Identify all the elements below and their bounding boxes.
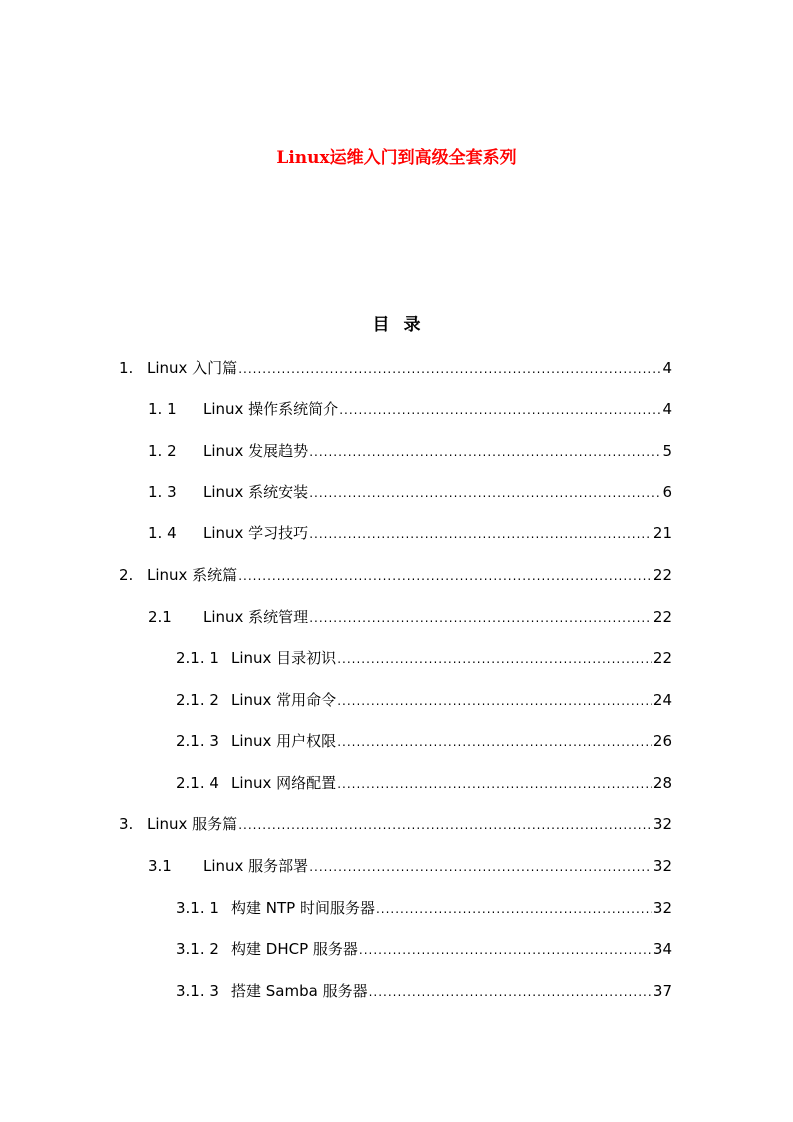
toc-entry-page-number: 4 xyxy=(662,359,672,377)
toc-entry-title: Linux 系统安装 xyxy=(203,483,309,501)
toc-entry-number: 3.1 xyxy=(148,857,172,875)
dot-leader xyxy=(369,981,652,1003)
toc-entry-title: 构建 DHCP 服务器 xyxy=(231,940,358,958)
toc-entry-number: 2.1. 3 xyxy=(176,732,219,750)
toc-entry-number: 3.1. 1 xyxy=(176,899,219,917)
dot-leader xyxy=(309,441,661,463)
dot-leader xyxy=(309,523,652,545)
toc-entry-number: 1. 2 xyxy=(148,442,177,460)
toc-entry[interactable] xyxy=(176,938,672,961)
dot-leader xyxy=(337,648,652,670)
toc-entry-number: 1. 3 xyxy=(148,483,177,501)
dot-leader xyxy=(337,773,652,795)
toc-entry-title: Linux 用户权限 xyxy=(231,732,337,750)
toc-entry-number: 3.1. 3 xyxy=(176,982,219,1000)
dot-leader xyxy=(337,731,652,753)
dot-leader xyxy=(238,814,652,836)
toc-entry[interactable] xyxy=(148,398,672,421)
dot-leader xyxy=(309,607,652,629)
toc-entry-number: 2. xyxy=(119,566,134,584)
toc-entry-page-number: 4 xyxy=(662,400,672,418)
toc-entry-page-number: 21 xyxy=(652,524,672,542)
toc-entry-title: Linux 系统篇 xyxy=(147,566,238,584)
toc-entry-page-number: 37 xyxy=(652,982,672,1000)
toc-entry-title: 构建 NTP 时间服务器 xyxy=(231,899,375,917)
toc-entry-number: 1. xyxy=(119,359,134,377)
toc-entry-number: 3.1. 2 xyxy=(176,940,219,958)
dot-leader xyxy=(337,690,652,712)
toc-entry-title: Linux 服务部署 xyxy=(203,857,309,875)
toc-entry[interactable] xyxy=(119,813,672,836)
toc-entry-page-number: 22 xyxy=(652,566,672,584)
dot-leader xyxy=(309,482,661,504)
toc-entry[interactable] xyxy=(148,522,672,545)
toc-entry[interactable] xyxy=(176,897,672,920)
toc-entry[interactable] xyxy=(148,855,672,878)
dot-leader xyxy=(376,898,652,920)
toc-entry-page-number: 32 xyxy=(652,857,672,875)
toc-entry-number: 2.1. 4 xyxy=(176,774,219,792)
toc-entry-page-number: 32 xyxy=(652,815,672,833)
toc-entry-number: 3. xyxy=(119,815,134,833)
toc-entry-title: Linux 服务篇 xyxy=(147,815,238,833)
toc-entry-page-number: 24 xyxy=(652,691,672,709)
toc-entry[interactable] xyxy=(148,606,672,629)
toc-entry-title: Linux 系统管理 xyxy=(203,608,309,626)
toc-entry-page-number: 22 xyxy=(652,649,672,667)
dot-leader xyxy=(238,565,652,587)
toc-entry-number: 2.1 xyxy=(148,608,172,626)
toc-entry-number: 2.1. 2 xyxy=(176,691,219,709)
toc-entry[interactable] xyxy=(119,357,672,380)
toc-entry[interactable] xyxy=(148,440,672,463)
toc-entry[interactable] xyxy=(176,730,672,753)
toc-entry-page-number: 26 xyxy=(652,732,672,750)
toc-entry-page-number: 28 xyxy=(652,774,672,792)
toc-entry[interactable] xyxy=(176,689,672,712)
toc-entry-title: Linux 入门篇 xyxy=(147,359,238,377)
toc-entry-title: 搭建 Samba 服务器 xyxy=(231,982,368,1000)
toc-entry-page-number: 22 xyxy=(652,608,672,626)
toc-entry-number: 1. 4 xyxy=(148,524,177,542)
toc-entry-number: 2.1. 1 xyxy=(176,649,219,667)
toc-entry[interactable] xyxy=(176,980,672,1003)
toc-entry[interactable] xyxy=(176,647,672,670)
dot-leader xyxy=(309,856,652,878)
dot-leader xyxy=(238,358,661,380)
document-title: Linux运维入门到高级全套系列 xyxy=(276,148,517,168)
toc-entry-title: Linux 学习技巧 xyxy=(203,524,309,542)
toc-entry-title: Linux 常用命令 xyxy=(231,691,337,709)
toc-entry-title: Linux 操作系统简介 xyxy=(203,400,339,418)
toc-entry-title: Linux 发展趋势 xyxy=(203,442,309,460)
toc-entry-page-number: 5 xyxy=(662,442,672,460)
toc-entry-page-number: 6 xyxy=(662,483,672,501)
toc-entry[interactable] xyxy=(119,564,672,587)
toc-entry-number: 1. 1 xyxy=(148,400,177,418)
toc-entry-title: Linux 网络配置 xyxy=(231,774,337,792)
dot-leader xyxy=(339,399,661,421)
toc-entry-page-number: 32 xyxy=(652,899,672,917)
toc-entry[interactable] xyxy=(148,481,672,504)
toc-entry[interactable] xyxy=(176,772,672,795)
toc-entry-title: Linux 目录初识 xyxy=(231,649,337,667)
toc-heading: 目录 xyxy=(372,315,435,335)
toc-entry-page-number: 34 xyxy=(652,940,672,958)
dot-leader xyxy=(359,939,652,961)
